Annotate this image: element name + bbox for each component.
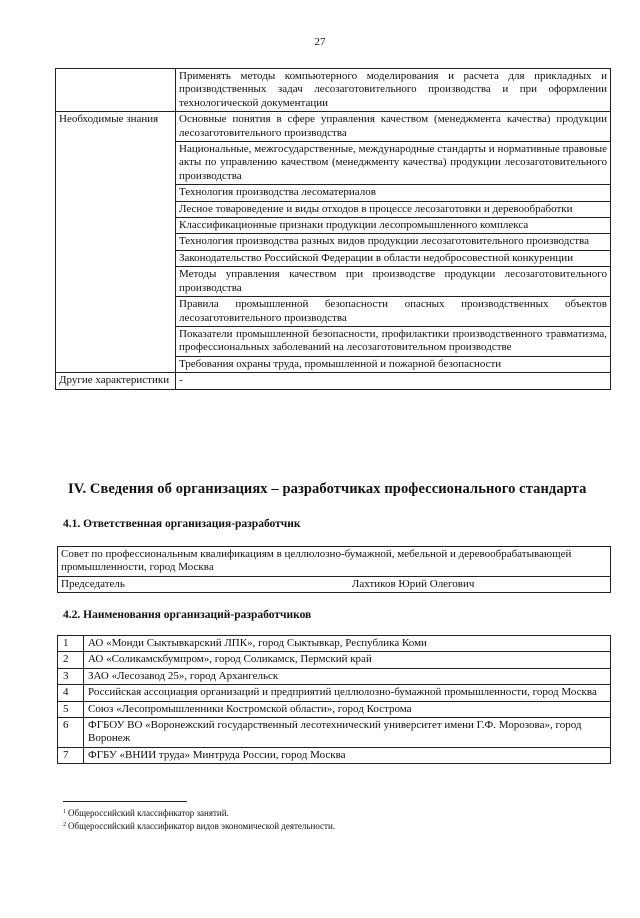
org-name: ФГБОУ ВО «Воронежский государственный лесотехнический университет имени Г.Ф. Морозова», город Воронеж xyxy=(84,718,611,748)
chair-label: Председатель xyxy=(61,577,125,590)
org-name: Российская ассоциация организаций и предприятий целлюлозно-бумажной промышленности, город Москва xyxy=(84,685,611,701)
org-name: АО «Монди Сыктывкарский ЛПК», город Сыктывкар, Республика Коми xyxy=(84,636,611,652)
table-cell: Классификационные признаки продукции лесопромышленного комплекса xyxy=(176,218,611,234)
table-row xyxy=(58,701,611,717)
table-cell: Национальные, межгосударственные, международные стандарты и нормативные правовые акты по управлению качеством (менеджменту качества) продукции лесозаготовительного производства xyxy=(176,142,611,185)
section-title: IV. Сведения об организациях – разработчиках профессионального стандарта xyxy=(68,481,587,497)
table-cell: Технология производства разных видов продукции лесозаготовительного производства xyxy=(176,234,611,250)
other-label: Другие характеристики xyxy=(56,373,176,389)
table-cell: Технология производства лесоматериалов xyxy=(176,185,611,201)
table-cell: Показатели промышленной безопасности, профилактики производственного травматизма, профессиональных заболеваний на лесозаготовительном производстве xyxy=(176,326,611,356)
responsible-org: Совет по профессиональным квалификациям в целлюлозно-бумажной, мебельной и деревообрабатывающей промышленности, город Москва xyxy=(58,547,611,577)
footnote-mark: 1 xyxy=(63,809,66,815)
table-cell-empty xyxy=(56,69,176,112)
table-row xyxy=(58,652,611,668)
table-row xyxy=(58,576,611,592)
org-number: 5 xyxy=(58,701,84,717)
table-row xyxy=(58,668,611,684)
footnote-text: Общероссийский классификатор видов экономической деятельности. xyxy=(68,821,336,831)
footnote xyxy=(63,807,229,819)
table-row xyxy=(58,747,611,763)
table-row xyxy=(58,685,611,701)
other-value: - xyxy=(176,373,611,389)
footnote-mark: 2 xyxy=(63,822,66,828)
table-row xyxy=(56,69,611,112)
table-cell: Применять методы компьютерного моделирования и расчета для прикладных и производственных задач лесозаготовительного производства и при оформлении технологической документации xyxy=(176,69,611,112)
org-number: 7 xyxy=(58,747,84,763)
table-cell: Методы управления качеством при производстве продукции лесозаготовительного производства xyxy=(176,267,611,297)
footnote-divider xyxy=(63,801,187,802)
table-row xyxy=(58,547,611,577)
responsible-org-table xyxy=(57,546,611,593)
org-number: 1 xyxy=(58,636,84,652)
table-cell: Лесное товароведение и виды отходов в процессе лесозаготовки и деревообработки xyxy=(176,201,611,217)
org-number: 6 xyxy=(58,718,84,748)
table-cell: Основные понятия в сфере управления качеством (менеджмента качества) продукции лесозаготовительного производства xyxy=(176,112,611,142)
org-name: Союз «Лесопромышленники Костромской области», город Кострома xyxy=(84,701,611,717)
knowledge-table xyxy=(55,68,611,390)
org-name: ФГБУ «ВНИИ труда» Минтруда России, город Москва xyxy=(84,747,611,763)
table-row xyxy=(56,373,611,389)
developer-orgs-table xyxy=(57,635,611,764)
table-row xyxy=(58,718,611,748)
table-cell: Требования охраны труда, промышленной и пожарной безопасности xyxy=(176,356,611,372)
knowledge-label: Необходимые знания xyxy=(56,112,176,373)
subsection-title-responsible: 4.1. Ответственная организация-разработчик xyxy=(63,518,301,530)
org-number: 3 xyxy=(58,668,84,684)
org-number: 2 xyxy=(58,652,84,668)
footnote xyxy=(63,820,335,832)
table-cell: Правила промышленной безопасности опасных производственных объектов лесозаготовительного производства xyxy=(176,297,611,327)
table-row xyxy=(56,112,611,142)
subsection-title-developers: 4.2. Наименования организаций-разработчиков xyxy=(63,609,312,621)
page-number: 27 xyxy=(314,36,326,48)
org-name: АО «Соликамскбумпром», город Соликамск, Пермский край xyxy=(84,652,611,668)
table-cell: Законодательство Российской Федерации в области недобросовестной конкуренции xyxy=(176,250,611,266)
footnote-text: Общероссийский классификатор занятий. xyxy=(68,808,229,818)
org-number: 4 xyxy=(58,685,84,701)
org-name: ЗАО «Лесозавод 25», город Архангельск xyxy=(84,668,611,684)
table-row xyxy=(58,636,611,652)
chair-row xyxy=(58,576,611,592)
chair-name: Лахтиков Юрий Олегович xyxy=(351,577,475,590)
